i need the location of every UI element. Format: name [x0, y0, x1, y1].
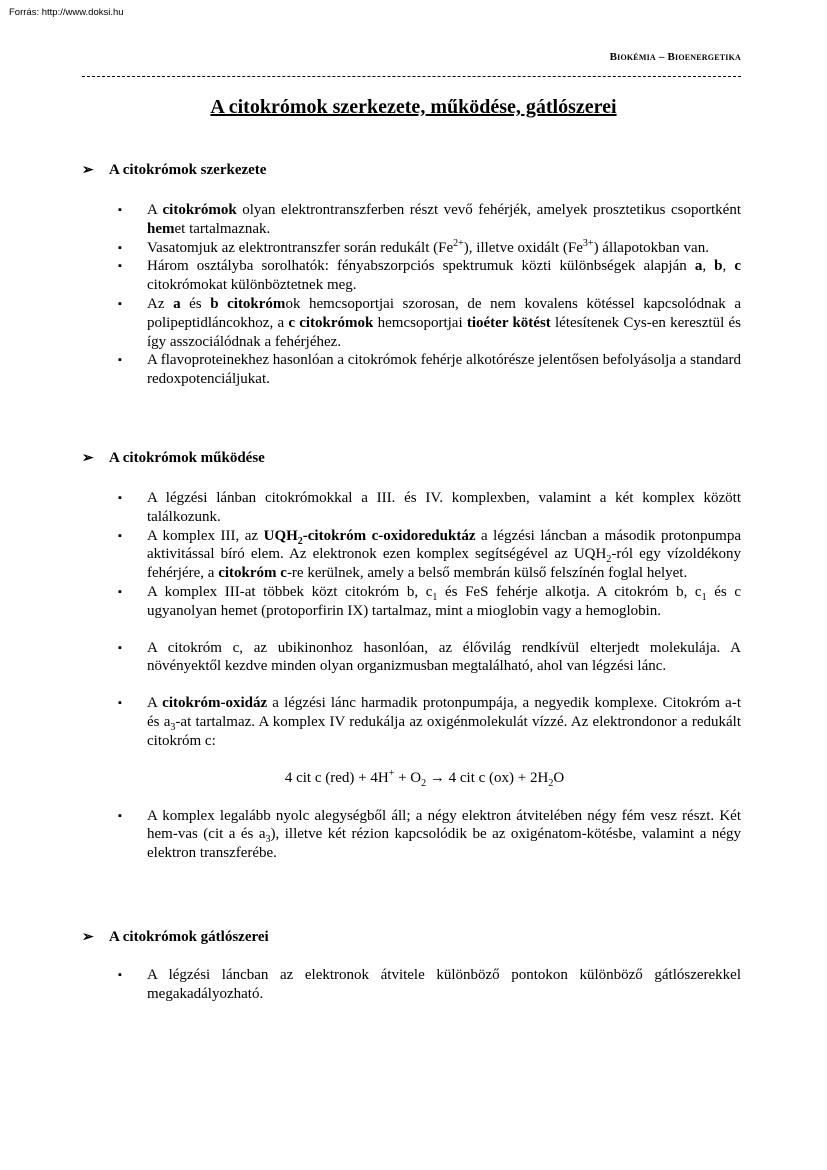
section-heading: ➢ A citokrómok működése	[82, 450, 265, 466]
page-title: A citokrómok szerkezete, működése, gátlószerei	[210, 96, 617, 118]
section-heading: ➢ A citokrómok gátlószerei	[82, 929, 269, 945]
list-item: ▪ A légzési lánban citokrómokkal a III. és IV. komplexben, valamint a két komplex között találkozunk.	[118, 490, 741, 525]
source-note: Forrás: http://www.doksi.hu	[9, 7, 124, 18]
square-bullet-icon: ▪	[118, 969, 122, 981]
square-bullet-icon: ▪	[118, 297, 122, 310]
arrow-bullet-icon: ➢	[82, 451, 94, 466]
arrow-bullet-icon: ➢	[82, 930, 94, 945]
arrow-bullet-icon: ➢	[82, 163, 94, 178]
square-bullet-icon: ▪	[118, 354, 122, 367]
square-bullet-icon: ▪	[118, 641, 122, 654]
section-structure	[82, 161, 741, 389]
square-bullet-icon: ▪	[118, 204, 122, 216]
list-item: ▪ A komplex III, az $UQH_2$-citokróm c-oxidoreduktáz a légzési láncban a második protonpumpa aktivitással bíró elem. Az elektronok ezen komplex segítségével az $UQH_2$-ról egy vízoldékony fehérjére, a citokróm c-re kerülnek, amely a belső membrán külső felszínén foglal helyet.	[118, 527, 741, 582]
list-item: ▪ A flavoproteinekhez hasonlóan a citokrómok fehérje alkotórésze jelentősen befolyásolja a standard redoxpotenciáljukat.	[118, 352, 741, 388]
square-bullet-icon: ▪	[118, 809, 122, 822]
section-function	[82, 449, 741, 863]
section-heading: ➢ A citokrómok szerkezete	[82, 162, 267, 178]
square-bullet-icon: ▪	[118, 492, 122, 504]
square-bullet-icon: ▪	[118, 697, 122, 710]
list-item: ▪ Az a és b citokrómok hemcsoportjai szorosan, de nem kovalens kötéssel kapcsolódnak a polipeptidláncokhoz, a c citokrómok hemcsoportjai tioéter kötést létesítenek Cys-en keresztül és így asszociálódnak a fehérjéhez.	[118, 295, 741, 350]
list-item: ▪ A légzési láncban az elektronok átvitele különböző pontokon különböző gátlószerekkel megakadályozható.	[118, 967, 741, 1002]
list-item: ▪ A citokróm-oxidáz a légzési lánc harmadik protonpumpája, a negyedik komplexe. Citokróm a-t és $a_3-at$ tartalmaz. A komplex IV redukálja az oxigénmolekulát vízzé. Az elektrondonor a redukált citokróm c:	[118, 695, 741, 749]
header-rule	[82, 76, 741, 77]
list-item: ▪ A komplex legalább nyolc alegységből áll; a négy elektron átvitelében négy fém vesz részt. Két hem-vas (cit a és $a_3$), illetve két rézion kapcsolódik be az oxigénatom-kötésbe, valamint a négy elektron transzferébe.	[118, 807, 741, 862]
list-item: ▪ A citokrómok olyan elektrontranszferben részt vevő fehérjék, amelyek prosztetikus csoportként hemet tartalmaznak.	[118, 202, 741, 237]
square-bullet-icon: ▪	[118, 260, 122, 273]
list-item: ▪ Három osztályba sorolhatók: fényabszorpciós spektrumuk közti különbségek alapján a, b, c citokrómokat különböztetnek meg.	[118, 258, 741, 294]
list-item: ▪ Vasatomjuk az elektrontranszfer során redukált $(Fe^{2+})$, illetve oxidált $(Fe^{3+})$ állapotokban van.	[118, 237, 709, 256]
square-bullet-icon: ▪	[118, 585, 122, 598]
section-inhibitors	[82, 928, 741, 1004]
running-header: Biokémia – Bioenergetika	[609, 51, 741, 63]
square-bullet-icon: ▪	[118, 241, 122, 254]
reaction-equation: 4 cit c $(red) + 4H^+ + O_2 \to 4$ cit c $(ox) + 2H_2O$	[284, 767, 565, 789]
square-bullet-icon: ▪	[118, 529, 122, 542]
list-item: ▪ A citokróm c, az ubikinonhoz hasonlóan, az élővilág rendkívül elterjedt molekulája. A növényektől kezdve minden olyan organizmusban megtalálható, ahol van légzési lánc.	[118, 639, 741, 675]
list-item: ▪ A komplex III-at többek közt citokróm b, $c_1$ és FeS fehérje alkotja. A citokróm b, $c_1$ és c ugyanolyan hemet (protoporfirin IX) tartalmaz, mint a mioglobin vagy a hemoglobin.	[118, 583, 741, 619]
